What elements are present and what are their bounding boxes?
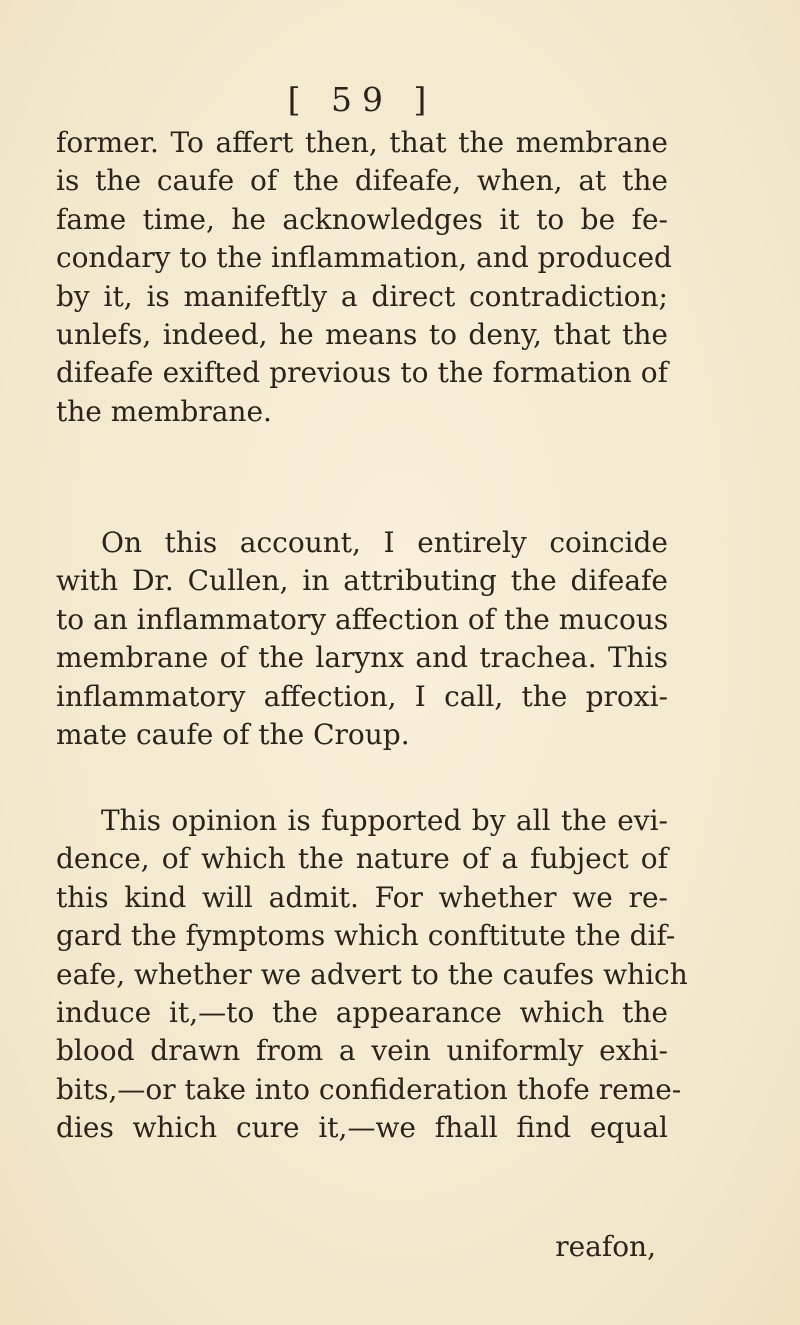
page-number: 59 <box>331 80 393 119</box>
text-line: bits,—or take into confideration thofe reme- <box>56 1072 682 1106</box>
text-line: by it, is manifeftly a direct contradiction; <box>56 279 668 313</box>
page-header <box>56 80 668 120</box>
text-line: This opinion is fupported by all the evi- <box>101 804 668 837</box>
text-line: this kind will admit. For whether we re- <box>56 880 668 914</box>
text-line: induce it,—to the appearance which the <box>56 996 668 1030</box>
text-line: dies which cure it,—we fhall find equal <box>56 1111 668 1145</box>
text-line: inflammatory affection, I call, the proxi- <box>56 679 668 713</box>
text-line: membrane of the larynx and trachea. This <box>56 641 668 675</box>
text-line: condary to the inflammation, and produced <box>56 241 672 275</box>
text-line: eafe, whether we advert to the caufes which <box>56 957 688 991</box>
text-line: unlefs, indeed, he means to deny, that the <box>56 318 668 352</box>
header-bracket-open: [ <box>287 80 311 119</box>
header-bracket-close: ] <box>413 80 437 119</box>
paragraph-1 <box>56 124 672 431</box>
text-line: former. To affert then, that the membrane <box>56 126 668 159</box>
text-line: the membrane. <box>56 394 272 428</box>
text-line: dence, of which the nature of a fubject of <box>56 842 668 876</box>
book-page <box>56 0 688 1325</box>
text-line: On this account, I entirely coincide <box>101 526 668 559</box>
paragraph-2 <box>56 524 668 754</box>
paragraph-3 <box>56 802 688 1148</box>
text-line: to an inflammatory affection of the mucous <box>56 602 669 636</box>
text-line: is the caufe of the difeafe, when, at the <box>56 164 668 198</box>
text-line: difeafe exifted previous to the formation of <box>56 356 668 390</box>
catchword: reafon, <box>555 1230 656 1263</box>
text-line: gard the fymptoms which conftitute the dif- <box>56 919 676 953</box>
text-line: fame time, he acknowledges it to be fe- <box>56 202 668 236</box>
text-line: with Dr. Cullen, in attributing the difeafe <box>56 564 668 598</box>
text-line: mate caufe of the Croup. <box>56 718 410 752</box>
text-line: blood drawn from a vein uniformly exhi- <box>56 1034 668 1068</box>
